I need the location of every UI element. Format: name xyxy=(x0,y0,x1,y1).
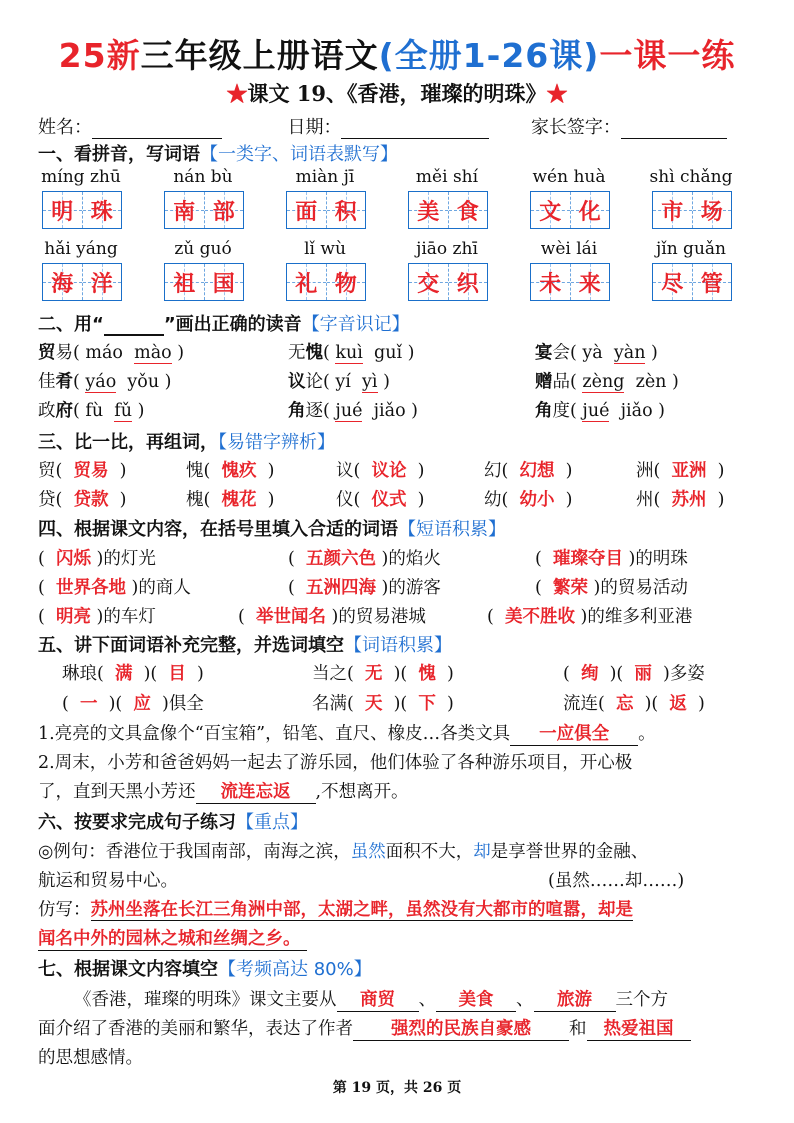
pronunciation-item: 角度( jué jiǎo ) xyxy=(535,401,665,421)
compare-word: 议( 议论 ) xyxy=(336,461,425,481)
grid-cell xyxy=(653,192,693,228)
reading-option[interactable]: yà xyxy=(582,343,603,363)
grid-cell xyxy=(327,192,366,228)
page-number: 第 19 页，共 26 页 xyxy=(332,1080,462,1096)
answer-character: 珠 xyxy=(90,198,113,225)
grid-cell xyxy=(693,264,732,300)
pinyin-label: míng zhū xyxy=(41,167,121,187)
section-7-heading: 七、根据课文内容填空【考频高达 80%】 xyxy=(38,959,372,980)
answer-character: 管 xyxy=(700,270,723,297)
grid-cell xyxy=(327,264,366,300)
sentence-pattern-hint: (虽然……却……) xyxy=(548,871,685,891)
reading-option[interactable]: jiǎo xyxy=(620,401,653,421)
compare-word: 州( 苏州 ) xyxy=(636,490,725,510)
star-icon: ★ xyxy=(226,81,248,106)
answer-character: 交 xyxy=(417,270,440,297)
answer-character: 场 xyxy=(700,198,723,225)
compare-word: 洲( 亚洲 ) xyxy=(636,461,725,481)
summary-line1: 《香港，璀璨的明珠》课文主要从 商贸 、 美食 、 旅游 三个方 xyxy=(38,986,668,1012)
phrase-item: ( 世界各地 )的商人 xyxy=(38,578,191,598)
pinyin-label: miàn jī xyxy=(295,167,355,187)
name-blank[interactable] xyxy=(92,120,222,139)
grid-cell xyxy=(409,192,449,228)
tianzi-grid[interactable] xyxy=(42,191,122,229)
phrase-item: ( 美不胜收 )的维多利亚港 xyxy=(487,607,693,627)
grid-cell xyxy=(531,264,571,300)
grid-cell xyxy=(83,264,122,300)
grid-cell xyxy=(531,192,571,228)
answer-character: 海 xyxy=(51,270,74,297)
tianzi-grid[interactable] xyxy=(408,263,488,301)
grid-cell xyxy=(409,264,449,300)
compare-word: 贷( 贷款 ) xyxy=(38,490,127,510)
answer-character: 文 xyxy=(539,198,562,225)
answer-character: 来 xyxy=(578,270,601,297)
answer-character: 化 xyxy=(578,198,601,225)
pronunciation-item: 角逐( jué jiǎo ) xyxy=(288,401,418,421)
pinyin-label: jǐn guǎn xyxy=(656,239,726,259)
grid-cell xyxy=(449,192,488,228)
answer-character: 南 xyxy=(173,198,196,225)
pinyin-label: shì chǎng xyxy=(649,167,733,187)
summary-line3: 的思想感情。 xyxy=(38,1048,143,1068)
pronunciation-item: 宴会( yà yàn ) xyxy=(535,343,658,363)
fill-question-1: 1.亮亮的文具盒像个“百宝箱”，铅笔、直尺、橡皮…各类文具 一应俱全 。 xyxy=(38,720,656,746)
grid-cell xyxy=(43,192,83,228)
phrase-item: ( 五颜六色 )的焰火 xyxy=(288,549,441,569)
reading-option[interactable]: zèn xyxy=(635,372,667,392)
pinyin-label: zǔ guó xyxy=(174,239,232,259)
tianzi-grid[interactable] xyxy=(408,191,488,229)
info-line: 姓名： 日期： 家长签字： xyxy=(38,113,727,139)
pinyin-label: wén huà xyxy=(532,167,606,187)
reading-option[interactable]: yàn xyxy=(613,343,646,363)
grid-cell xyxy=(693,192,732,228)
lesson-subtitle: ★课文 19、《香港，璀璨的明珠》★ xyxy=(226,81,568,106)
grid-cell xyxy=(165,192,205,228)
reading-option[interactable]: jué xyxy=(335,401,363,421)
star-icon: ★ xyxy=(546,81,568,106)
pronunciation-item: 贸易( máo mào ) xyxy=(38,343,185,363)
reading-option[interactable]: guǐ xyxy=(374,343,403,363)
reading-option[interactable]: mào xyxy=(134,343,172,363)
compare-word: 槐( 槐花 ) xyxy=(186,490,275,510)
idiom-4: ( 一 )( 应 )俱全 xyxy=(62,694,204,714)
pinyin-label: jiāo zhī xyxy=(416,239,478,259)
idiom-5: 名满( 天 )( 下 ) xyxy=(312,694,454,714)
tianzi-grid[interactable] xyxy=(530,191,610,229)
parent-sign-blank[interactable] xyxy=(621,120,727,139)
imitation-line2: 闻名中外的园林之城和丝绸之乡。 xyxy=(38,925,307,951)
answer-character: 祖 xyxy=(173,270,196,297)
answer-character: 物 xyxy=(334,270,357,297)
compare-word: 幻( 幻想 ) xyxy=(484,461,573,481)
pronunciation-item: 佳肴( yáo yǒu ) xyxy=(38,372,172,392)
grid-cell xyxy=(43,264,83,300)
grid-cell xyxy=(571,264,610,300)
reading-option[interactable]: fù xyxy=(85,401,104,421)
phrase-item: ( 五洲四海 )的游客 xyxy=(288,578,441,598)
pronunciation-item: 政府( fù fǔ ) xyxy=(38,401,145,421)
compare-word: 仪( 仪式 ) xyxy=(336,490,425,510)
tianzi-grid[interactable] xyxy=(652,191,732,229)
grid-cell xyxy=(449,264,488,300)
phrase-item: ( 明亮 )的车灯 xyxy=(38,607,156,627)
idiom-3: ( 绚 )( 丽 )多姿 xyxy=(563,664,705,684)
compare-word: 幼( 幼小 ) xyxy=(484,490,573,510)
phrase-item: ( 璀璨夺目 )的明珠 xyxy=(535,549,688,569)
grid-cell xyxy=(653,264,693,300)
idiom-6: 流连( 忘 )( 返 ) xyxy=(563,694,705,714)
answer-character: 国 xyxy=(212,270,235,297)
fill-question-2-line2: 了，直到天黑小芳还 流连忘返 ,不想离开。 xyxy=(38,778,409,804)
fill-question-2-line1: 2.周末，小芳和爸爸妈妈一起去了游乐园，他们体验了各种游乐项目，开心极 xyxy=(38,753,633,773)
section-6-heading: 六、按要求完成句子练习【重点】 xyxy=(38,812,308,833)
section-1-heading: 一、看拼音，写词语【一类字、词语表默写】 xyxy=(38,144,398,165)
answer-character: 未 xyxy=(539,270,562,297)
answer-character: 食 xyxy=(456,198,479,225)
idiom-1: 琳琅( 满 )( 目 ) xyxy=(62,664,204,684)
answer-character: 礼 xyxy=(295,270,318,297)
tianzi-grid[interactable] xyxy=(286,191,366,229)
grid-cell xyxy=(165,264,205,300)
reading-option[interactable]: yáo xyxy=(85,372,117,392)
compare-word: 贸( 贸易 ) xyxy=(38,461,127,481)
tianzi-grid[interactable] xyxy=(652,263,732,301)
section-3-heading: 三、比一比，再组词，【易错字辨析】 xyxy=(38,432,335,453)
example-sentence-line1: ◎例句：香港位于我国南部，南海之滨，虽然面积不大，却是享誉世界的金融、 xyxy=(38,842,649,862)
reading-option[interactable]: jiǎo xyxy=(373,401,406,421)
page-title: 25新三年级上册语文(全册1-26课)一课一练 xyxy=(58,36,736,75)
tianzi-grid[interactable] xyxy=(42,263,122,301)
grid-cell xyxy=(571,192,610,228)
reading-option[interactable]: zèng xyxy=(582,372,625,392)
grid-cell xyxy=(205,192,244,228)
compare-word: 愧( 愧疚 ) xyxy=(186,461,275,481)
pinyin-label: lǐ wù xyxy=(304,239,346,259)
reading-option[interactable]: fǔ xyxy=(114,401,133,421)
tianzi-grid[interactable] xyxy=(164,191,244,229)
answer-character: 面 xyxy=(295,198,318,225)
reading-option[interactable]: jué xyxy=(582,401,610,421)
pinyin-label: wèi lái xyxy=(540,239,598,259)
phrase-item: ( 举世闻名 )的贸易港城 xyxy=(238,607,426,627)
tianzi-grid[interactable] xyxy=(286,263,366,301)
summary-line2: 面介绍了香港的美丽和繁华，表达了作者 强烈的民族自豪感 和 热爱祖国 xyxy=(38,1015,691,1041)
tianzi-grid[interactable] xyxy=(164,263,244,301)
answer-character: 织 xyxy=(456,270,479,297)
answer-character: 美 xyxy=(417,198,440,225)
pronunciation-item: 赠品( zèng zèn ) xyxy=(535,372,679,392)
grid-cell xyxy=(83,192,122,228)
grid-cell xyxy=(287,192,327,228)
phrase-item: ( 繁荣 )的贸易活动 xyxy=(535,578,688,598)
pinyin-label: hǎi yáng xyxy=(44,239,118,259)
grid-cell xyxy=(287,264,327,300)
answer-character: 积 xyxy=(334,198,357,225)
answer-character: 明 xyxy=(51,198,74,225)
reading-option[interactable]: yì xyxy=(362,372,378,392)
tianzi-grid[interactable] xyxy=(530,263,610,301)
answer-character: 部 xyxy=(212,198,235,225)
pinyin-label: nán bù xyxy=(173,167,233,187)
date-blank[interactable] xyxy=(341,120,489,139)
phrase-item: ( 闪烁 )的灯光 xyxy=(38,549,156,569)
section-5-heading: 五、讲下面词语补充完整，并选词填空【词语积累】 xyxy=(38,635,452,656)
answer-character: 尽 xyxy=(661,270,684,297)
answer-character: 洋 xyxy=(90,270,113,297)
grid-cell xyxy=(205,264,244,300)
pronunciation-item: 无愧( kuì guǐ ) xyxy=(288,343,415,363)
answer-character: 市 xyxy=(661,198,684,225)
reading-option[interactable]: kuì xyxy=(335,343,363,363)
pinyin-label: měi shí xyxy=(415,167,479,187)
reading-option[interactable]: máo xyxy=(85,343,123,363)
section-2-heading: 二、用“ ”画出正确的读音【字音识记】 xyxy=(38,314,410,335)
example-sentence-line2: 航运和贸易中心。 xyxy=(38,871,178,891)
imitation-line1: 仿写：苏州坐落在长江三角洲中部，太湖之畔，虽然没有大都市的喧嚣，却是 xyxy=(38,900,633,920)
reading-option[interactable]: yǒu xyxy=(127,372,160,392)
section-4-heading: 四、根据课文内容，在括号里填入合适的词语【短语积累】 xyxy=(38,519,506,540)
pronunciation-item: 议论( yí yì ) xyxy=(288,372,390,392)
idiom-2: 当之( 无 )( 愧 ) xyxy=(312,664,454,684)
reading-option[interactable]: yí xyxy=(335,372,351,392)
